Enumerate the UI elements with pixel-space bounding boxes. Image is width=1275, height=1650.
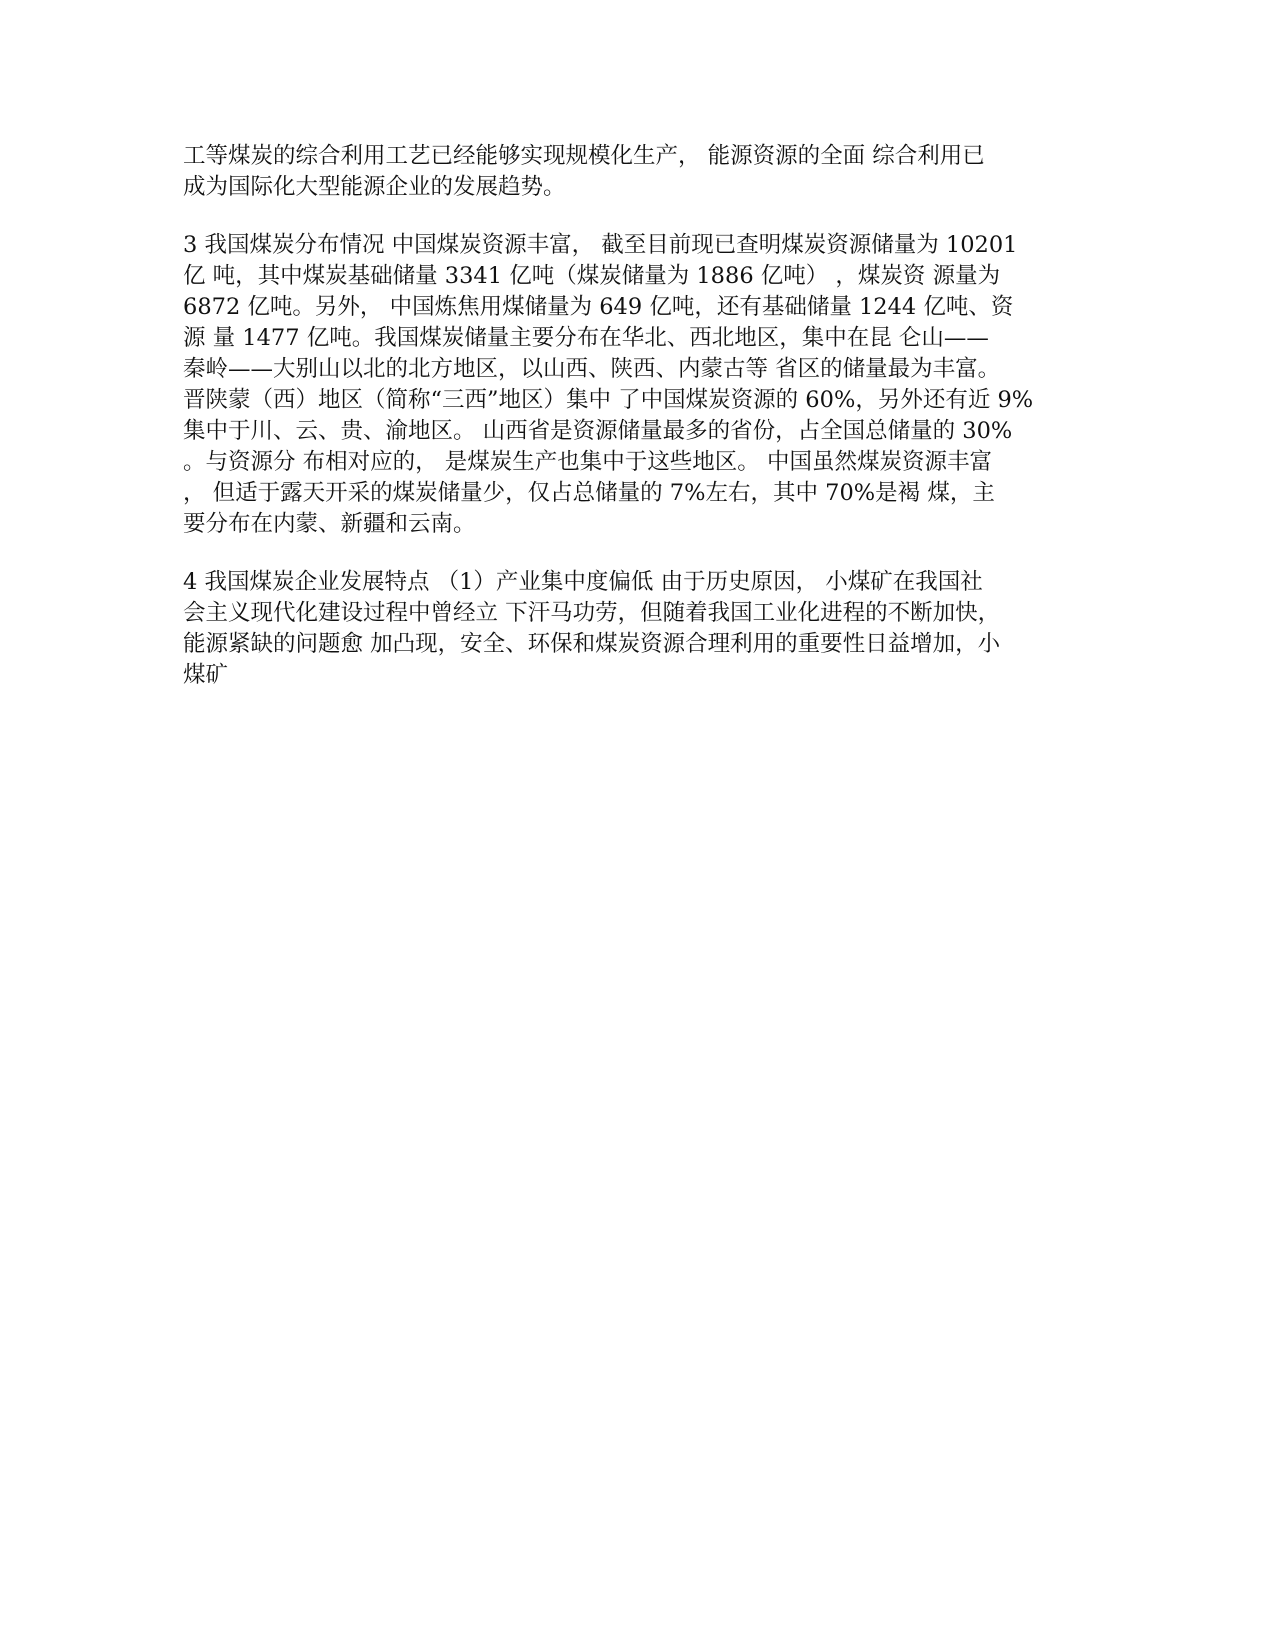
text-line: 亿 吨，其中煤炭基础储量 3341 亿吨（煤炭储量为 1886 亿吨） ，煤炭资 源量为 bbox=[183, 263, 1001, 289]
text-line: 3 我国煤炭分布情况 中国煤炭资源丰富， 截至目前现已查明煤炭资源储量为 10201 bbox=[183, 232, 1018, 258]
text-line: 。与资源分 布相对应的， 是煤炭生产也集中于这些地区。 中国虽然煤炭资源丰富 bbox=[183, 449, 992, 475]
text-line: 秦岭——大别山以北的北方地区，以山西、陕西、内蒙古等 省区的储量最为丰富。 bbox=[183, 356, 1001, 382]
text-line: 工等煤炭的综合利用工艺已经能够实现规模化生产， 能源资源的全面 综合利用已 bbox=[183, 143, 985, 169]
paragraph-intro bbox=[183, 141, 1078, 203]
paragraph-coal-distribution bbox=[183, 230, 1078, 540]
text-line: 集中于川、云、贵、渝地区。 山西省是资源储量最多的省份，占全国总储量的 30% bbox=[183, 418, 1013, 444]
text-line: 会主义现代化建设过程中曾经立 下汗马功劳，但随着我国工业化进程的不断加快， bbox=[183, 600, 1001, 626]
text-line: 成为国际化大型能源企业的发展趋势。 bbox=[183, 174, 566, 200]
paragraph-enterprise-features bbox=[183, 567, 1078, 691]
text-line: 能源紧缺的问题愈 加凸现，安全、环保和煤炭资源合理利用的重要性日益增加，小 bbox=[183, 631, 1001, 657]
text-line: 要分布在内蒙、新疆和云南。 bbox=[183, 511, 476, 537]
text-line: 晋陕蒙（西）地区（简称“三西”地区）集中 了中国煤炭资源的 60%，另外还有近 9% bbox=[183, 387, 1034, 413]
text-line: 4 我国煤炭企业发展特点 （1）产业集中度偏低 由于历史原因， 小煤矿在我国社 bbox=[183, 569, 983, 595]
text-line: 6872 亿吨。另外， 中国炼焦用煤储量为 649 亿吨，还有基础储量 1244 亿吨、资 bbox=[183, 294, 1014, 320]
text-line: 源 量 1477 亿吨。我国煤炭储量主要分布在华北、西北地区，集中在昆 仑山—— bbox=[183, 325, 989, 351]
text-line: 煤矿 bbox=[183, 662, 229, 688]
text-line: ， 但适于露天开采的煤炭储量少，仅占总储量的 7%左右，其中 70%是褐 煤，主 bbox=[183, 480, 995, 506]
document-body bbox=[183, 141, 1078, 718]
